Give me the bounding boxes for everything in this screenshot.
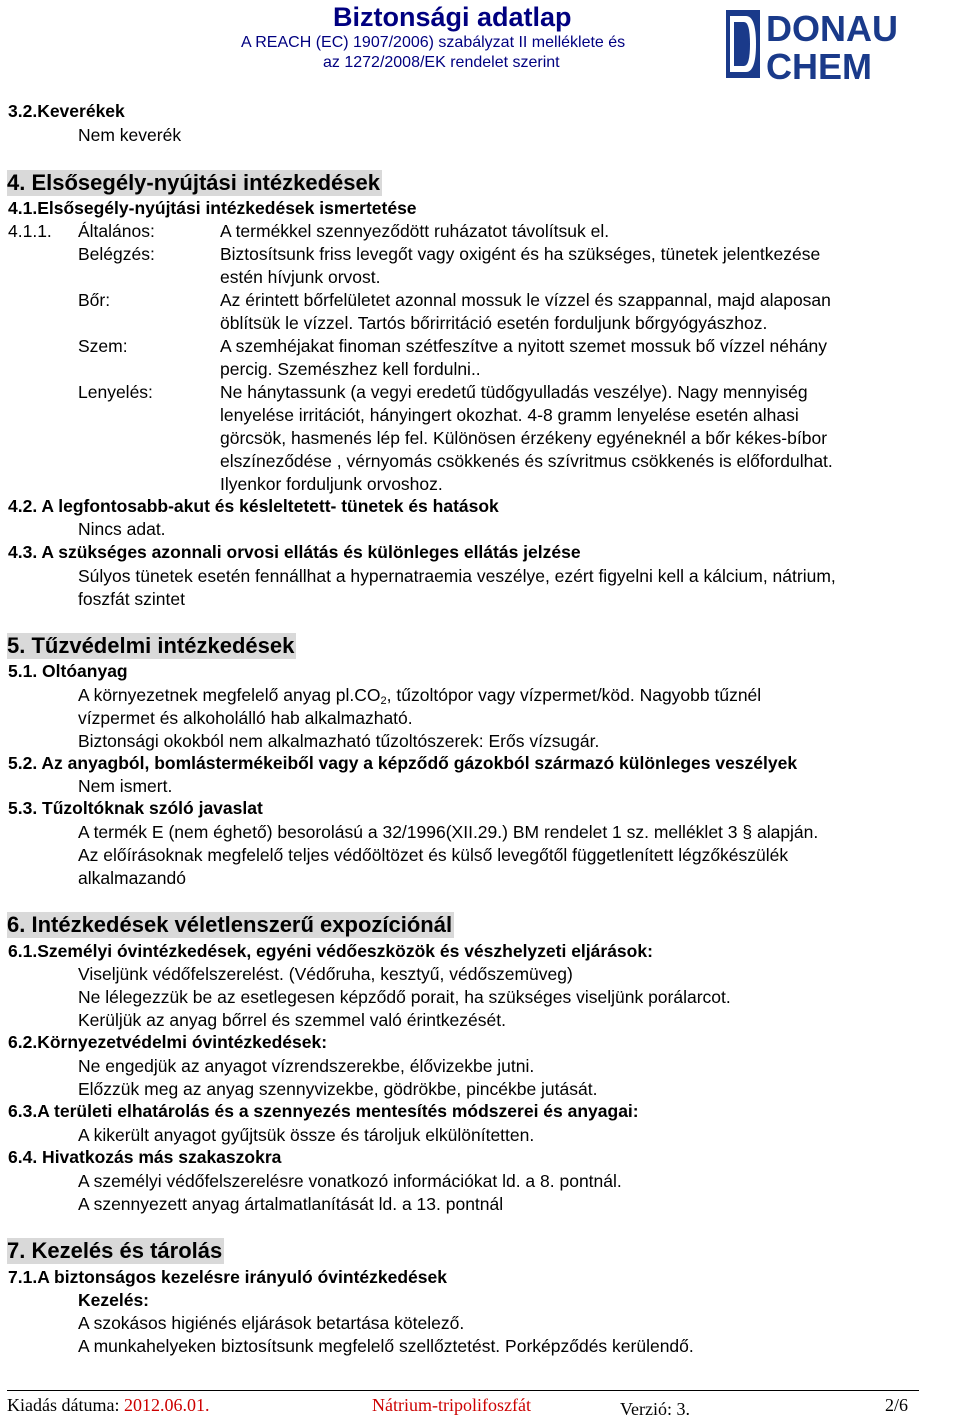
section-5-2-heading: 5.2. Az anyagból, bomlástermékeiből vagy a képződő gázokból származó különleges veszélyek — [8, 753, 798, 773]
section-6-2-text-1: Ne engedjük az anyagot vízrendszerekbe, élővizekbe jutni. — [78, 1056, 535, 1076]
eye-label: Szem: — [78, 336, 128, 356]
section-4-1-heading: 4.1.Elsősegély-nyújtási intézkedések ismertetése — [8, 198, 417, 218]
inhalation-label: Belégzés: — [78, 244, 155, 264]
eye-text-1: A szemhéjakat finoman szétfeszítve a nyitott szemet mossuk bő vízzel néhány — [220, 336, 827, 356]
ingestion-text-4: elszíneződése , vérnyomás csökkenés és szívritmus csökkenés is előfordulhat. — [220, 451, 833, 471]
handling-label: Kezelés: — [78, 1290, 150, 1310]
section-4-2-heading: 4.2. A legfontosabb-akut és késleltetett- tünetek és hatások — [8, 496, 499, 516]
ingestion-text-1: Ne hánytassunk (a vegyi eredetű tüdőgyulladás veszélye). Nagy mennyiség — [220, 382, 808, 402]
section-6-2-text-2: Előzzük meg az anyag szennyvizekbe, gödrökbe, pincékbe jutását. — [78, 1079, 598, 1099]
section-4-3-text-1: Súlyos tünetek esetén fennállhat a hypernatraemia veszélye, ezért figyelni kell a kálcium, nátrium, — [78, 566, 836, 586]
eye-text-2: percig. Szemészhez kell fordulni.. — [220, 359, 481, 379]
ingestion-text-5: Ilyenkor forduljunk orvoshoz. — [220, 474, 443, 494]
footer-issue-date: Kiadás dátuma: 2012.06.01. — [7, 1395, 210, 1415]
section-5-1-text-3: Biztonsági okokból nem alkalmazható tűzoltószerek: Erős vízsugár. — [78, 731, 600, 751]
section-5-1-text-1: A környezetnek megfelelő anyag $pl.CO_2$, tűzoltópor vagy vízpermet/köd. Nagyobb tűznél — [78, 685, 762, 707]
section-6-2-heading: 6.2.Környezetvédelmi óvintézkedések: — [8, 1032, 328, 1052]
item-4-1-1-label: Általános: — [78, 221, 155, 241]
section-3-2-heading: 3.2.Keverékek — [8, 101, 125, 121]
section-4-heading: 4. Elsősegély-nyújtási intézkedések — [7, 170, 380, 195]
section-5-1-heading: 5.1. Oltóanyag — [8, 661, 128, 681]
section-6-4-text-2: A szennyezett anyag ártalmatlanítását ld. a 13. pontnál — [78, 1194, 504, 1214]
section-4-3-heading: 4.3. A szükséges azonnali orvosi ellátás és különleges ellátás jelzése — [8, 542, 581, 562]
section-5-1-text-2: vízpermet és alkoholálló hab alkalmazható. — [78, 708, 413, 728]
section-6-3-text: A kikerült anyagot gyűjtsük össze és tároljuk elkülönítetten. — [78, 1125, 535, 1145]
section-5-2-text: Nem ismert. — [78, 776, 173, 796]
logo-text-donau: DONAU — [766, 8, 898, 49]
section-6-4-text-1: A személyi védőfelszerelésre vonatkozó információkat ld. a 8. pontnál. — [78, 1171, 622, 1191]
section-5-3-heading: 5.3. Tűzoltóknak szóló javaslat — [8, 798, 263, 818]
section-6-4-heading: 6.4. Hivatkozás más szakaszokra — [8, 1147, 282, 1167]
document-subtitle-line-2: az 1272/2008/EK rendelet szerint — [323, 54, 560, 71]
section-7-1-text-2: A munkahelyeken biztosítsunk megfelelő szellőztetést. Porképződés kerülendő. — [78, 1336, 694, 1356]
ingestion-label: Lenyelés: — [78, 382, 153, 402]
skin-text-2: öblítsük le vízzel. Tartós bőrirritáció esetén forduljunk bőrgyógyászhoz. — [220, 313, 768, 333]
document-title: Biztonsági adatlap — [333, 2, 572, 32]
section-6-3-heading: 6.3.A területi elhatárolás és a szennyezés mentesítés módszerei és anyagai: — [8, 1101, 639, 1121]
section-7-heading: 7. Kezelés és tárolás — [7, 1238, 223, 1263]
footer-version: Verzió: 3. — [620, 1399, 690, 1419]
footer-page-number: 2/6 — [885, 1395, 909, 1415]
donau-chem-logo — [726, 8, 956, 82]
footer-divider — [7, 1390, 919, 1391]
inhalation-text-2: estén hívjunk orvost. — [220, 267, 381, 287]
section-6-1-text-1: Viseljünk védőfelszerelést. (Védőruha, kesztyű, védőszemüveg) — [78, 964, 573, 984]
section-7-1-text-1: A szokásos higiénés eljárások betartása kötelező. — [78, 1313, 465, 1333]
section-6-heading: 6. Intézkedések véletlenszerű expozíciónál — [7, 912, 453, 937]
section-3-2-text: Nem keverék — [78, 125, 182, 145]
section-4-2-text: Nincs adat. — [78, 519, 166, 539]
logo-text-chem: CHEM — [766, 46, 872, 82]
section-5-3-text-2: Az előírásoknak megfelelő teljes védőöltözet és külső levegőtől függetlenített légzőkészülék — [78, 845, 789, 865]
inhalation-text-1: Biztosítsunk friss levegőt vagy oxigént és ha szükséges, tünetek jelentkezése — [220, 244, 821, 264]
document-subtitle-line-1: A REACH (EC) 1907/2006) szabályzat II melléklete és — [241, 34, 626, 51]
section-6-1-heading: 6.1.Személyi óvintézkedések, egyéni védőeszközök és vészhelyzeti eljárások: — [8, 941, 653, 961]
footer-product-name: Nátrium-tripolifoszfát — [372, 1395, 531, 1415]
section-5-heading: 5. Tűzvédelmi intézkedések — [7, 633, 295, 658]
section-5-3-text-3: alkalmazandó — [78, 868, 186, 888]
section-4-3-text-2: foszfát szintet — [78, 589, 185, 609]
section-6-1-text-2: Ne lélegezzük be az esetlegesen képződő porait, ha szükséges viseljünk porálarcot. — [78, 987, 731, 1007]
item-4-1-1-number: 4.1.1. — [8, 221, 52, 241]
section-5-3-text-1: A termék E (nem éghető) besorolású a 32/1996(XII.29.) BM rendelet 1 sz. melléklet 3 § alapján. — [78, 822, 819, 842]
section-7-1-heading: 7.1.A biztonságos kezelésre irányuló óvintézkedések — [8, 1267, 447, 1287]
skin-label: Bőr: — [78, 290, 111, 310]
skin-text-1: Az érintett bőrfelületet azonnal mossuk le vízzel és szappannal, majd alaposan — [220, 290, 831, 310]
ingestion-text-2: lenyelése irritációt, hányingert okozhat. 4-8 gramm lenyelése esetén alhasi — [220, 405, 799, 425]
item-4-1-1-text: A termékkel szennyeződött ruházatot távolítsuk el. — [220, 221, 610, 241]
ingestion-text-3: görcsök, hasmenés lép fel. Különösen érzékeny egyéneknél a bőr kékes-bíbor — [220, 428, 828, 448]
section-6-1-text-3: Kerüljük az anyag bőrrel és szemmel való érintkezését. — [78, 1010, 506, 1030]
